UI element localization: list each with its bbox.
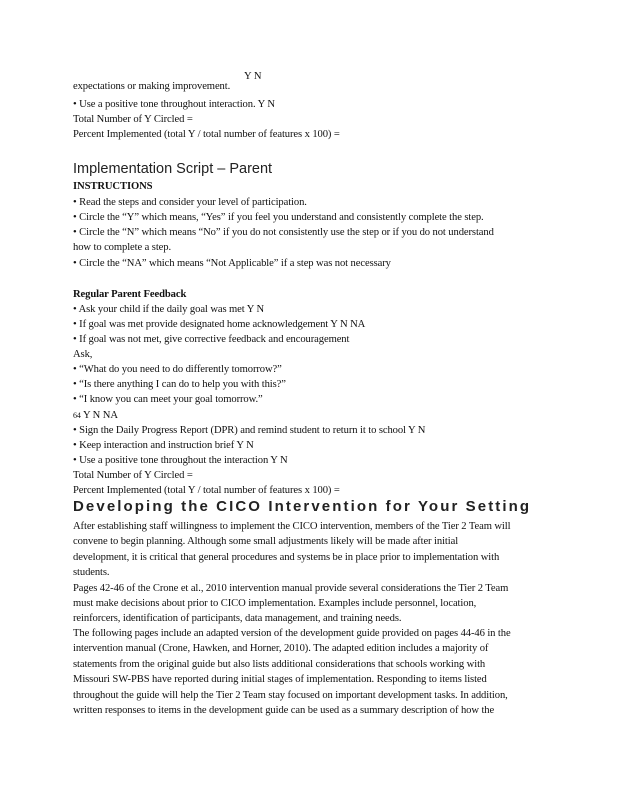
feedback-item: • Use a positive tone throughout the interaction Y N — [73, 455, 288, 466]
instruction-item: • Circle the “Y” which means, “Yes” if you feel you understand and consistently complete the step. — [73, 212, 484, 223]
text-line: • Use a positive tone throughout interaction. Y N — [73, 99, 275, 110]
feedback-item: • If goal was not met, give corrective feedback and encouragement — [73, 334, 350, 345]
paragraph-line: convene to begin planning. Although some small adjustments likely will be made after initial — [73, 536, 459, 547]
feedback-item: • Keep interaction and instruction brief Y N — [73, 440, 254, 451]
paragraph-line: written responses to items in the development guide can be used as a summary description of how the — [73, 705, 495, 716]
feedback-item: • Sign the Daily Progress Report (DPR) and remind student to return it to school Y N — [73, 425, 426, 436]
page-number-line — [73, 409, 118, 422]
feedback-item: • “Is there anything I can do to help you with this?” — [73, 379, 286, 390]
paragraph-line: development, it is critical that general procedures and systems be in place prior to implementation with — [73, 552, 500, 563]
instruction-item: how to complete a step. — [73, 242, 172, 253]
text-line: expectations or making improvement. — [73, 81, 231, 92]
paragraph-line: After establishing staff willingness to implement the CICO intervention, members of the Tier 2 Team will — [73, 521, 511, 532]
instruction-item: • Read the steps and consider your level of participation. — [73, 197, 307, 208]
yes-no-na-options: Y N NA — [80, 410, 118, 421]
section-heading: Developing the CICO Intervention for Your Setting — [73, 498, 532, 515]
feedback-item: • “What do you need to do differently tomorrow?” — [73, 364, 282, 375]
section-heading: Implementation Script – Parent — [73, 161, 273, 177]
text-line: Total Number of Y Circled = — [73, 114, 193, 125]
paragraph-line: must make decisions about prior to CICO implementation. Examples include personnel, location, — [73, 598, 477, 609]
paragraph-line: Pages 42-46 of the Crone et al., 2010 intervention manual provide several considerations the Tier 2 Team — [73, 583, 509, 594]
text-line: Percent Implemented (total Y / total number of features x 100) = — [73, 129, 340, 140]
paragraph-line: intervention manual (Crone, Hawken, and Horner, 2010). The adapted edition includes a majority of — [73, 643, 489, 654]
paragraph-line: statements from the original guide but also lists additional considerations that schools working with — [73, 659, 486, 670]
instruction-item: • Circle the “NA” which means “Not Applicable” if a step was not necessary — [73, 258, 391, 269]
instructions-label: INSTRUCTIONS — [73, 181, 153, 192]
paragraph-line: reinforcers, identification of participants, data management, and training needs. — [73, 613, 402, 624]
feedback-item: • If goal was met provide designated home acknowledgement Y N NA — [73, 319, 366, 330]
instruction-item: • Circle the “N” which means “No” if you do not consistently use the step or if you do not understand — [73, 227, 494, 238]
feedback-label: Regular Parent Feedback — [73, 289, 187, 300]
percent-line: Percent Implemented (total Y / total number of features x 100) = — [73, 485, 340, 496]
feedback-item: • “I know you can meet your goal tomorrow.” — [73, 394, 263, 405]
feedback-item: • Ask your child if the daily goal was met Y N — [73, 304, 265, 315]
feedback-item: Ask, — [73, 349, 93, 360]
yes-no-options: Y N — [244, 71, 262, 82]
page-number: 64 — [73, 411, 81, 420]
paragraph-line: throughout the guide will help the Tier 2 Team stay focused on important development tasks. In addition, — [73, 690, 508, 701]
total-line: Total Number of Y Circled = — [73, 470, 193, 481]
paragraph-line: students. — [73, 567, 110, 578]
paragraph-line: The following pages include an adapted version of the development guide provided on pages 44-46 in the — [73, 628, 511, 639]
paragraph-line: Missouri SW-PBS have reported during initial stages of implementation. Responding to items listed — [73, 674, 487, 685]
